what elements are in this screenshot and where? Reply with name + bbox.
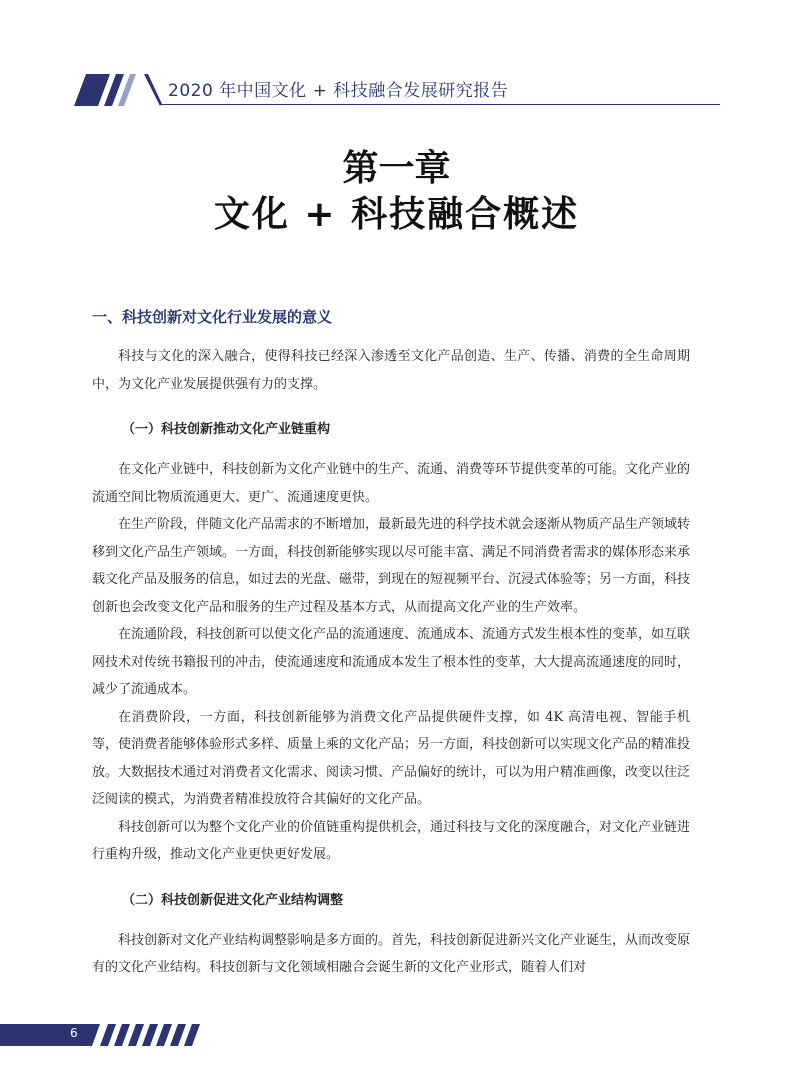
paragraph: 在文化产业链中，科技创新为文化产业链中的生产、流通、消费等环节提供变革的可能。文化产业的流通空间比物质流通更大、更广、流通速度更快。: [92, 462, 691, 505]
paragraph: 科技与文化的深入融合，使得科技已经深入渗透至文化产品创造、生产、传播、消费的全生命周期中，为文化产业发展提供强有力的支撑。: [92, 349, 690, 392]
paragraph: 科技创新可以为整个文化产业的价值链重构提供机会，通过科技与文化的深度融合，对文化产业链进行重构升级，推动文化产业更快更好发展。: [92, 819, 691, 862]
paragraph: 在消费阶段，一方面，科技创新能够为消费文化产品提供硬件支撑，如 4K 高清电视、智能手机等，使消费者能够体验形式多样、质量上乘的文化产品；另一方面，科技创新可以实现文化产品的精准投放。大数据技术通过对消费者文化需求、阅读习惯、产品偏好的统计，可以为用户精准画像，改变以往泛泛阅读的模式，为消费者精准投放符合其偏好的文化产品。: [92, 709, 691, 807]
subsection-heading: （二）科技创新促进文化产业结构调整: [122, 892, 344, 908]
chapter-title: 文化 + 科技融合概述: [213, 194, 580, 235]
paragraph: 在生产阶段，伴随文化产品需求的不断增加，最新最先进的科学技术就会逐渐从物质产品生产领域转移到文化产品生产领域。一方面，科技创新能够实现以尽可能丰富、满足不同消费者需求的媒体形态来承载文化产品及服务的信息，如过去的光盘、磁带，到现在的短视频平台、沉浸式体验等；另一方面，科技创新也会改变文化产品和服务的生产过程及基本方式，从而提高文化产业的生产效率。: [92, 517, 691, 615]
page-number: 6: [70, 1026, 78, 1040]
chapter-number: 第一章: [342, 148, 451, 189]
paragraph: 科技创新对文化产业结构调整影响是多方面的。首先，科技创新促进新兴文化产业诞生，从而改变原有的文化产业结构。科技创新与文化领域相融合会诞生新的文化产业形式，随着人们对: [92, 932, 691, 975]
paragraph: 在流通阶段，科技创新可以使文化产品的流通速度、流通成本、流通方式发生根本性的变革，如互联网技术对传统书籍报刊的冲击，使流通速度和流通成本发生了根本性的变革，大大提高流通速度的同时，减少了流通成本。: [92, 627, 691, 697]
header-rule: [160, 104, 720, 105]
subsection-heading: （一）科技创新推动文化产业链重构: [122, 422, 331, 437]
footer-stripes-decoration: [0, 1020, 230, 1050]
main-content: [92, 305, 690, 982]
header-stripes-decoration: [74, 74, 164, 106]
section-heading: 一、科技创新对文化行业发展的意义: [92, 308, 333, 326]
report-header-title: 2020 年中国文化 + 科技融合发展研究报告: [168, 81, 509, 101]
